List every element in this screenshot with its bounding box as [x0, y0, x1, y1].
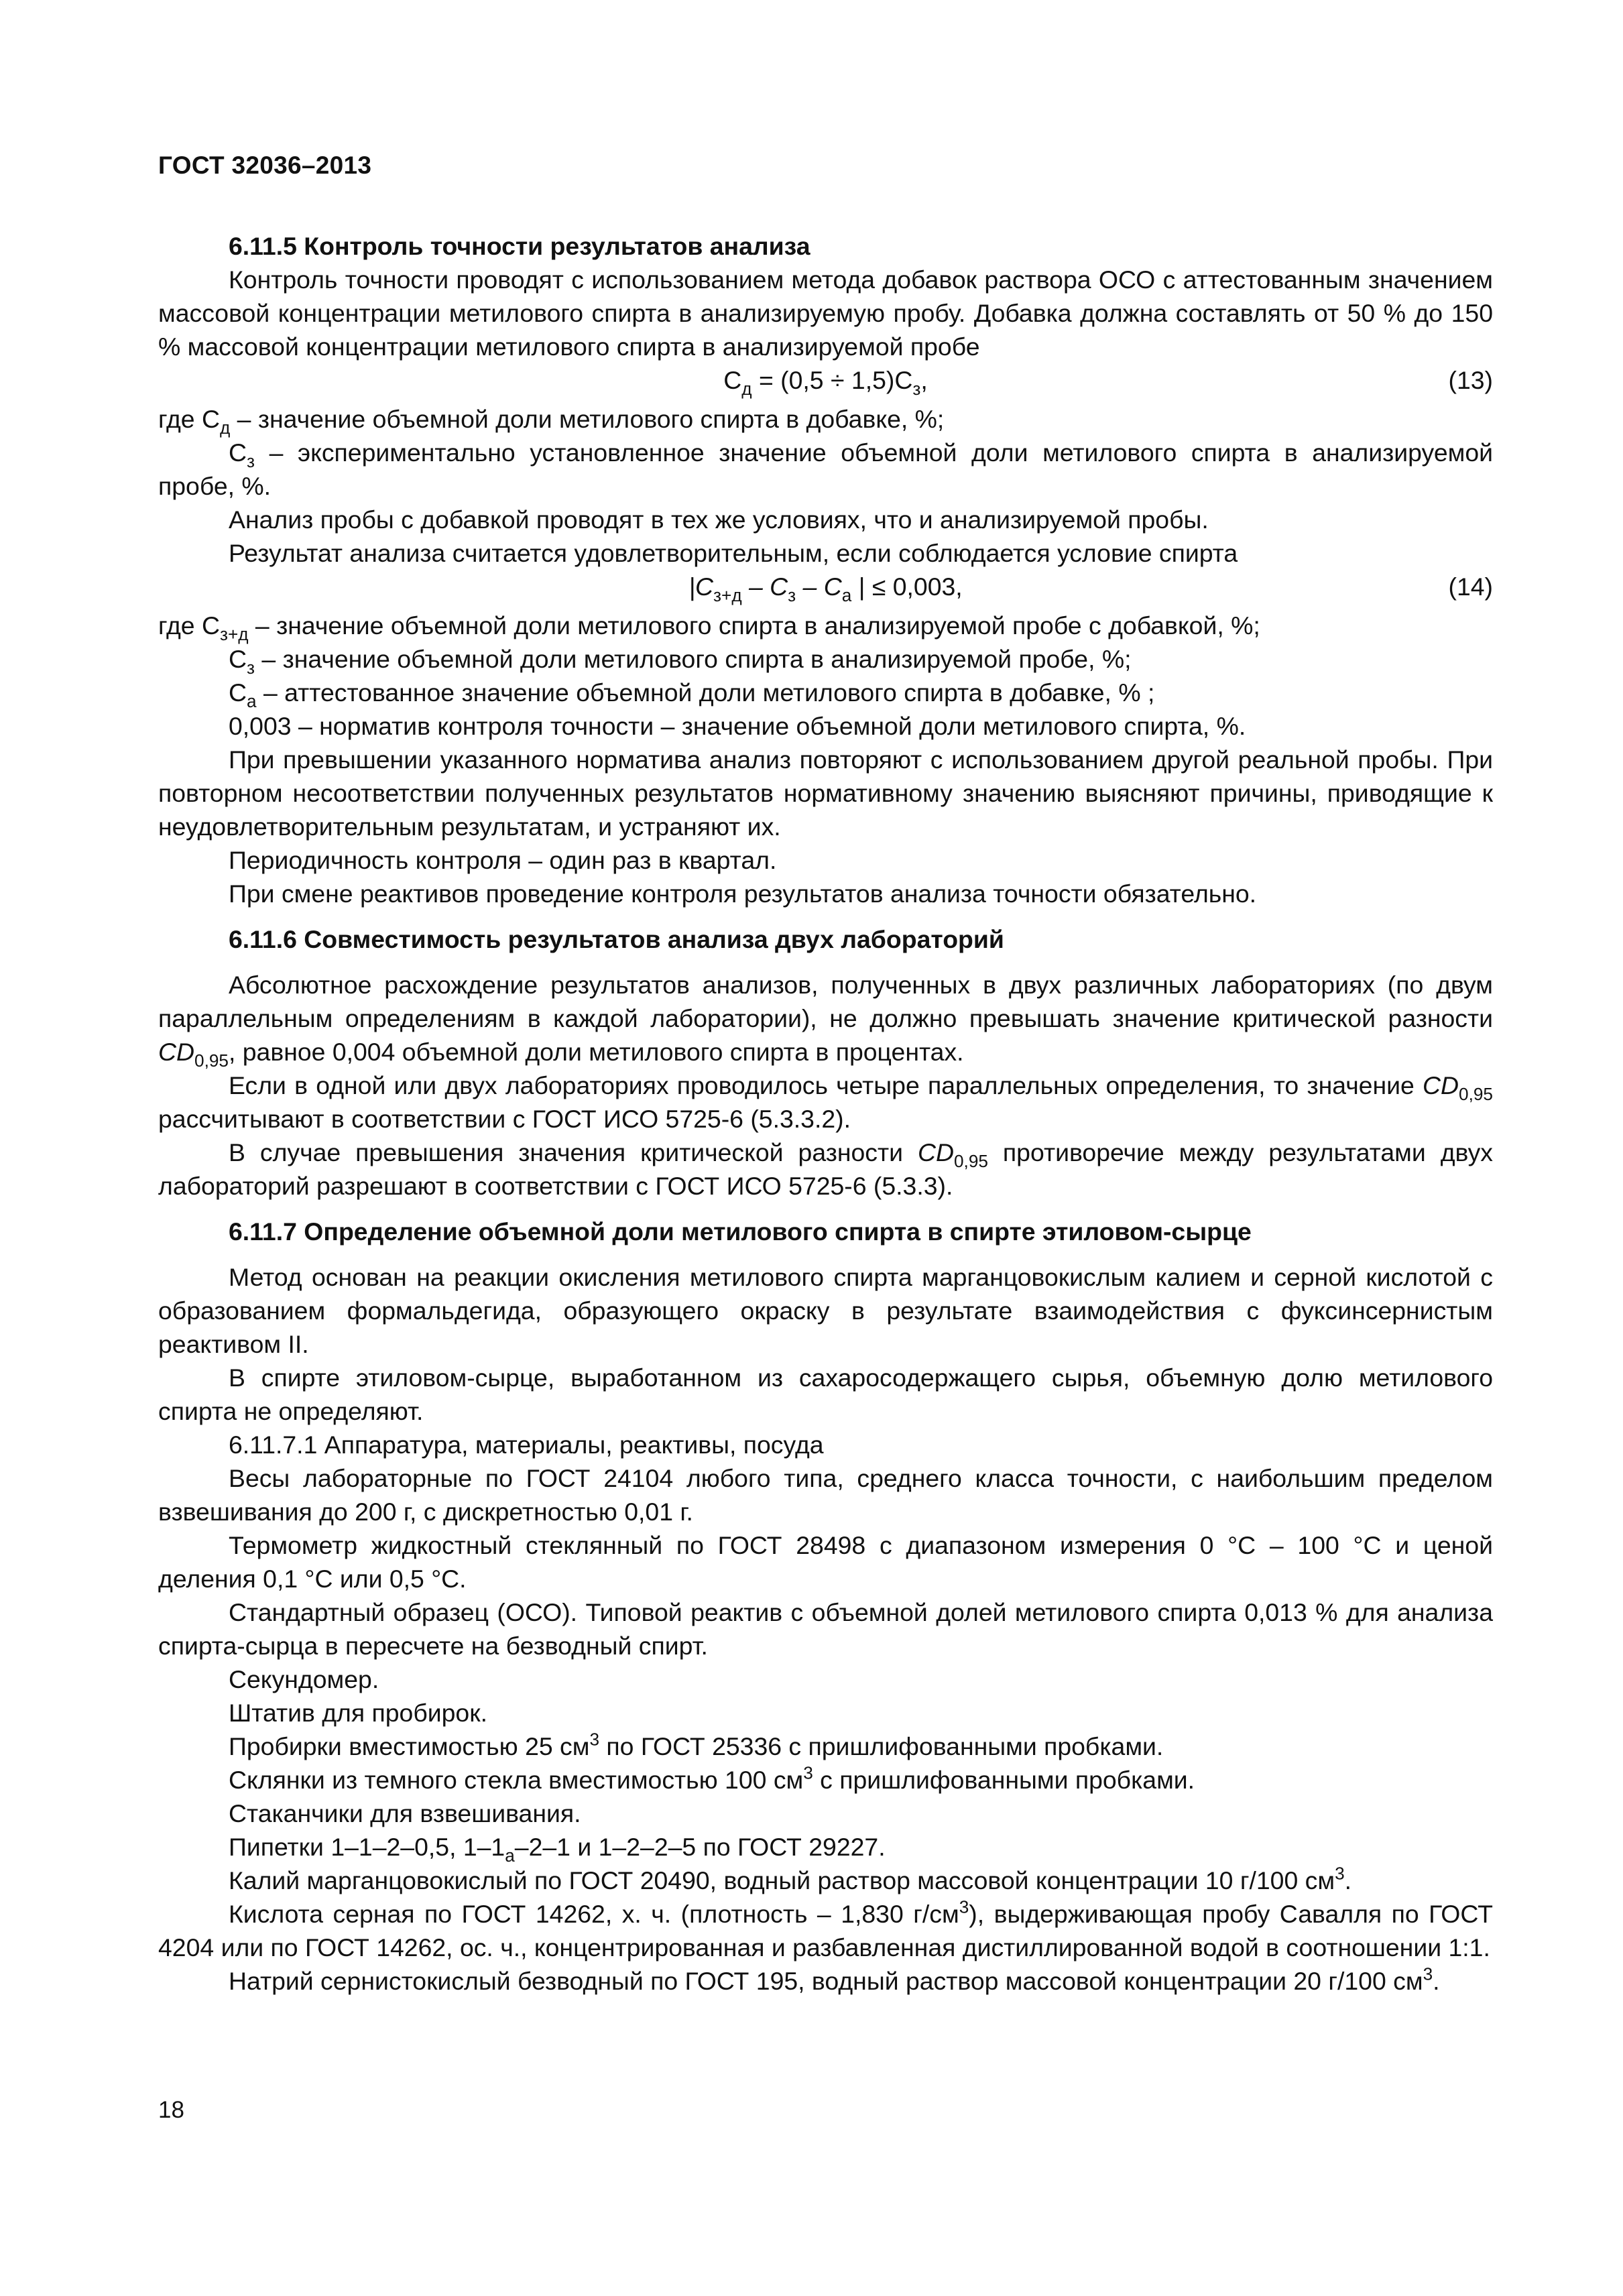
definition-line: где $С_д$ – значение объемной доли метилового спирта в добавке, %; — [158, 405, 945, 438]
paragraph: В спирте этиловом-сырце, выработанном из сахаросодержащего сырья, объемную долю метилового спирта не определяют. — [158, 1364, 1493, 1425]
paragraph: Весы лабораторные по ГОСТ 24104 любого типа, среднего класса точности, с наибольшим пределом взвешивания до 200 г, с дискретностью 0,01 г. — [158, 1464, 1493, 1526]
equation-14 — [158, 570, 1493, 609]
section-title-6-11-7: 6.11.7 Определение объемной доли метилового спирта в спирте этиловом-сырце — [229, 1217, 1252, 1246]
list-item: Натрий сернистокислый безводный по ГОСТ 195, водный раствор массовой концентрации 20 г/100 $см^3$. — [229, 1963, 1440, 1995]
paragraph: В случае превышения значения критической разности $CD_{0,95}$ противоречие между результатами двух лабораторий разрешают в соответствии с ГОСТ ИСО 5725-6 (5.3.3). — [158, 1138, 1493, 1200]
equation-formula: $С_д = (0,5 \div 1,5)С_з$, — [723, 366, 928, 400]
list-item: Кислота серная по ГОСТ 14262, х. ч. (плотность – 1,830 $г/см^3$), выдерживающая пробу Савалля по ГОСТ 4204 или по ГОСТ 14262, ос. ч., концентрированная и разбавленная дистиллированной водой в соотношении 1:1. — [158, 1896, 1493, 1961]
paragraph: Если в одной или двух лабораториях проводилось четыре параллельных определения, то значение $CD_{0,95}$ рассчитывают в соответствии с ГОСТ ИСО 5725-6 (5.3.3.2). — [158, 1071, 1493, 1133]
paragraph: При превышении указанного норматива анализ повторяют с использованием другой реальной пробы. При повторном несоответствии полученных результатов нормативному значению выясняют причины, приводящие к неудовлетворительным результатам, и устраняют их. — [158, 745, 1493, 841]
definition-line: $С_з$ – значение объемной доли метилового спирта в анализируемой пробе, %; — [229, 645, 1132, 678]
list-item: Пробирки вместимостью 25 $см^3$ по ГОСТ 25336 с пришлифованными пробками. — [229, 1729, 1164, 1760]
paragraph: Анализ пробы с добавкой проводят в тех же условиях, что и анализируемой пробы. — [229, 505, 1209, 534]
definition-line: где $С_{з+д}$ – значение объемной доли метилового спирта в анализируемой пробе с добавкой, %; — [158, 611, 1260, 645]
list-item: Секундомер. — [229, 1665, 379, 1693]
list-item: Стаканчики для взвешивания. — [229, 1799, 581, 1827]
paragraph: Термометр жидкостный стеклянный по ГОСТ 28498 с диапазоном измерения 0 °С – 100 °С и ценой деления 0,1 °С или 0,5 °С. — [158, 1531, 1493, 1593]
paragraph: Стандартный образец (ОСО). Типовой реактив с объемной долей метилового спирта 0,013 % для анализа спирта-сырца в пересчете на безводный спирт. — [158, 1598, 1493, 1660]
subsection-title: 6.11.7.1 Аппаратура, материалы, реактивы, посуда — [229, 1431, 824, 1459]
paragraph: Периодичность контроля – один раз в квартал. — [229, 846, 777, 874]
definition-line: $С_а$ – аттестованное значение объемной доли метилового спирта в добавке, % ; — [229, 678, 1155, 712]
page-number: 18 — [158, 2097, 184, 2123]
equation-formula: $|C_{з+д} - C_з - C_а$ | ≤ 0,003, — [688, 572, 963, 606]
equation-number: (13) — [1448, 366, 1493, 394]
list-item: Пипетки 1–1–2–0,5, $1-1_а-2-1$ и 1–2–2–5 по ГОСТ 29227. — [229, 1833, 886, 1866]
document-header: ГОСТ 32036–2013 — [158, 152, 372, 179]
equation-number: (14) — [1448, 572, 1493, 601]
section-title-6-11-5: 6.11.5 Контроль точности результатов анализа — [229, 232, 810, 260]
definition-line: $С_з$ – экспериментально установленное значение объемной доли метилового спирта в анализируемой пробе, %. — [158, 438, 1493, 500]
paragraph: Контроль точности проводят с использованием метода добавок раствора ОСО с аттестованным значением массовой концентрации метилового спирта в анализируемую пробу. Добавка должна составлять от 50 % до 150 % массовой концентрации метилового спирта в анализируемой пробе — [158, 265, 1493, 361]
paragraph: Результат анализа считается удовлетворительным, если соблюдается условие спирта — [229, 539, 1238, 567]
paragraph: При смене реактивов проведение контроля результатов анализа точности обязательно. — [229, 880, 1257, 908]
paragraph: Абсолютное расхождение результатов анализов, полученных в двух различных лабораториях (по двум параллельным определениям в каждой лаборатории), не должно превышать значение критической разности $CD_{0,95}$, равное 0,004 объемной доли метилового спирта в процентах. — [158, 971, 1493, 1071]
equation-13 — [158, 363, 1493, 402]
section-title-6-11-6: 6.11.6 Совместимость результатов анализа двух лабораторий — [229, 925, 1004, 953]
page-content — [158, 229, 1493, 1998]
paragraph: Метод основан на реакции окисления метилового спирта марганцовокислым калием и серной кислотой с образованием формальдегида, образующего окраску в результате взаимодействия с фуксинсернистым реактивом II. — [158, 1263, 1493, 1358]
definition-line: 0,003 – норматив контроля точности – значение объемной доли метилового спирта, %. — [229, 712, 1246, 740]
list-item: Калий марганцовокислый по ГОСТ 20490, водный раствор массовой концентрации 10 г/100 $см^3$. — [229, 1863, 1352, 1894]
list-item: Штатив для пробирок. — [229, 1699, 487, 1727]
list-item: Склянки из темного стекла вместимостью 100 $см^3$ с пришлифованными пробками. — [229, 1762, 1195, 1794]
